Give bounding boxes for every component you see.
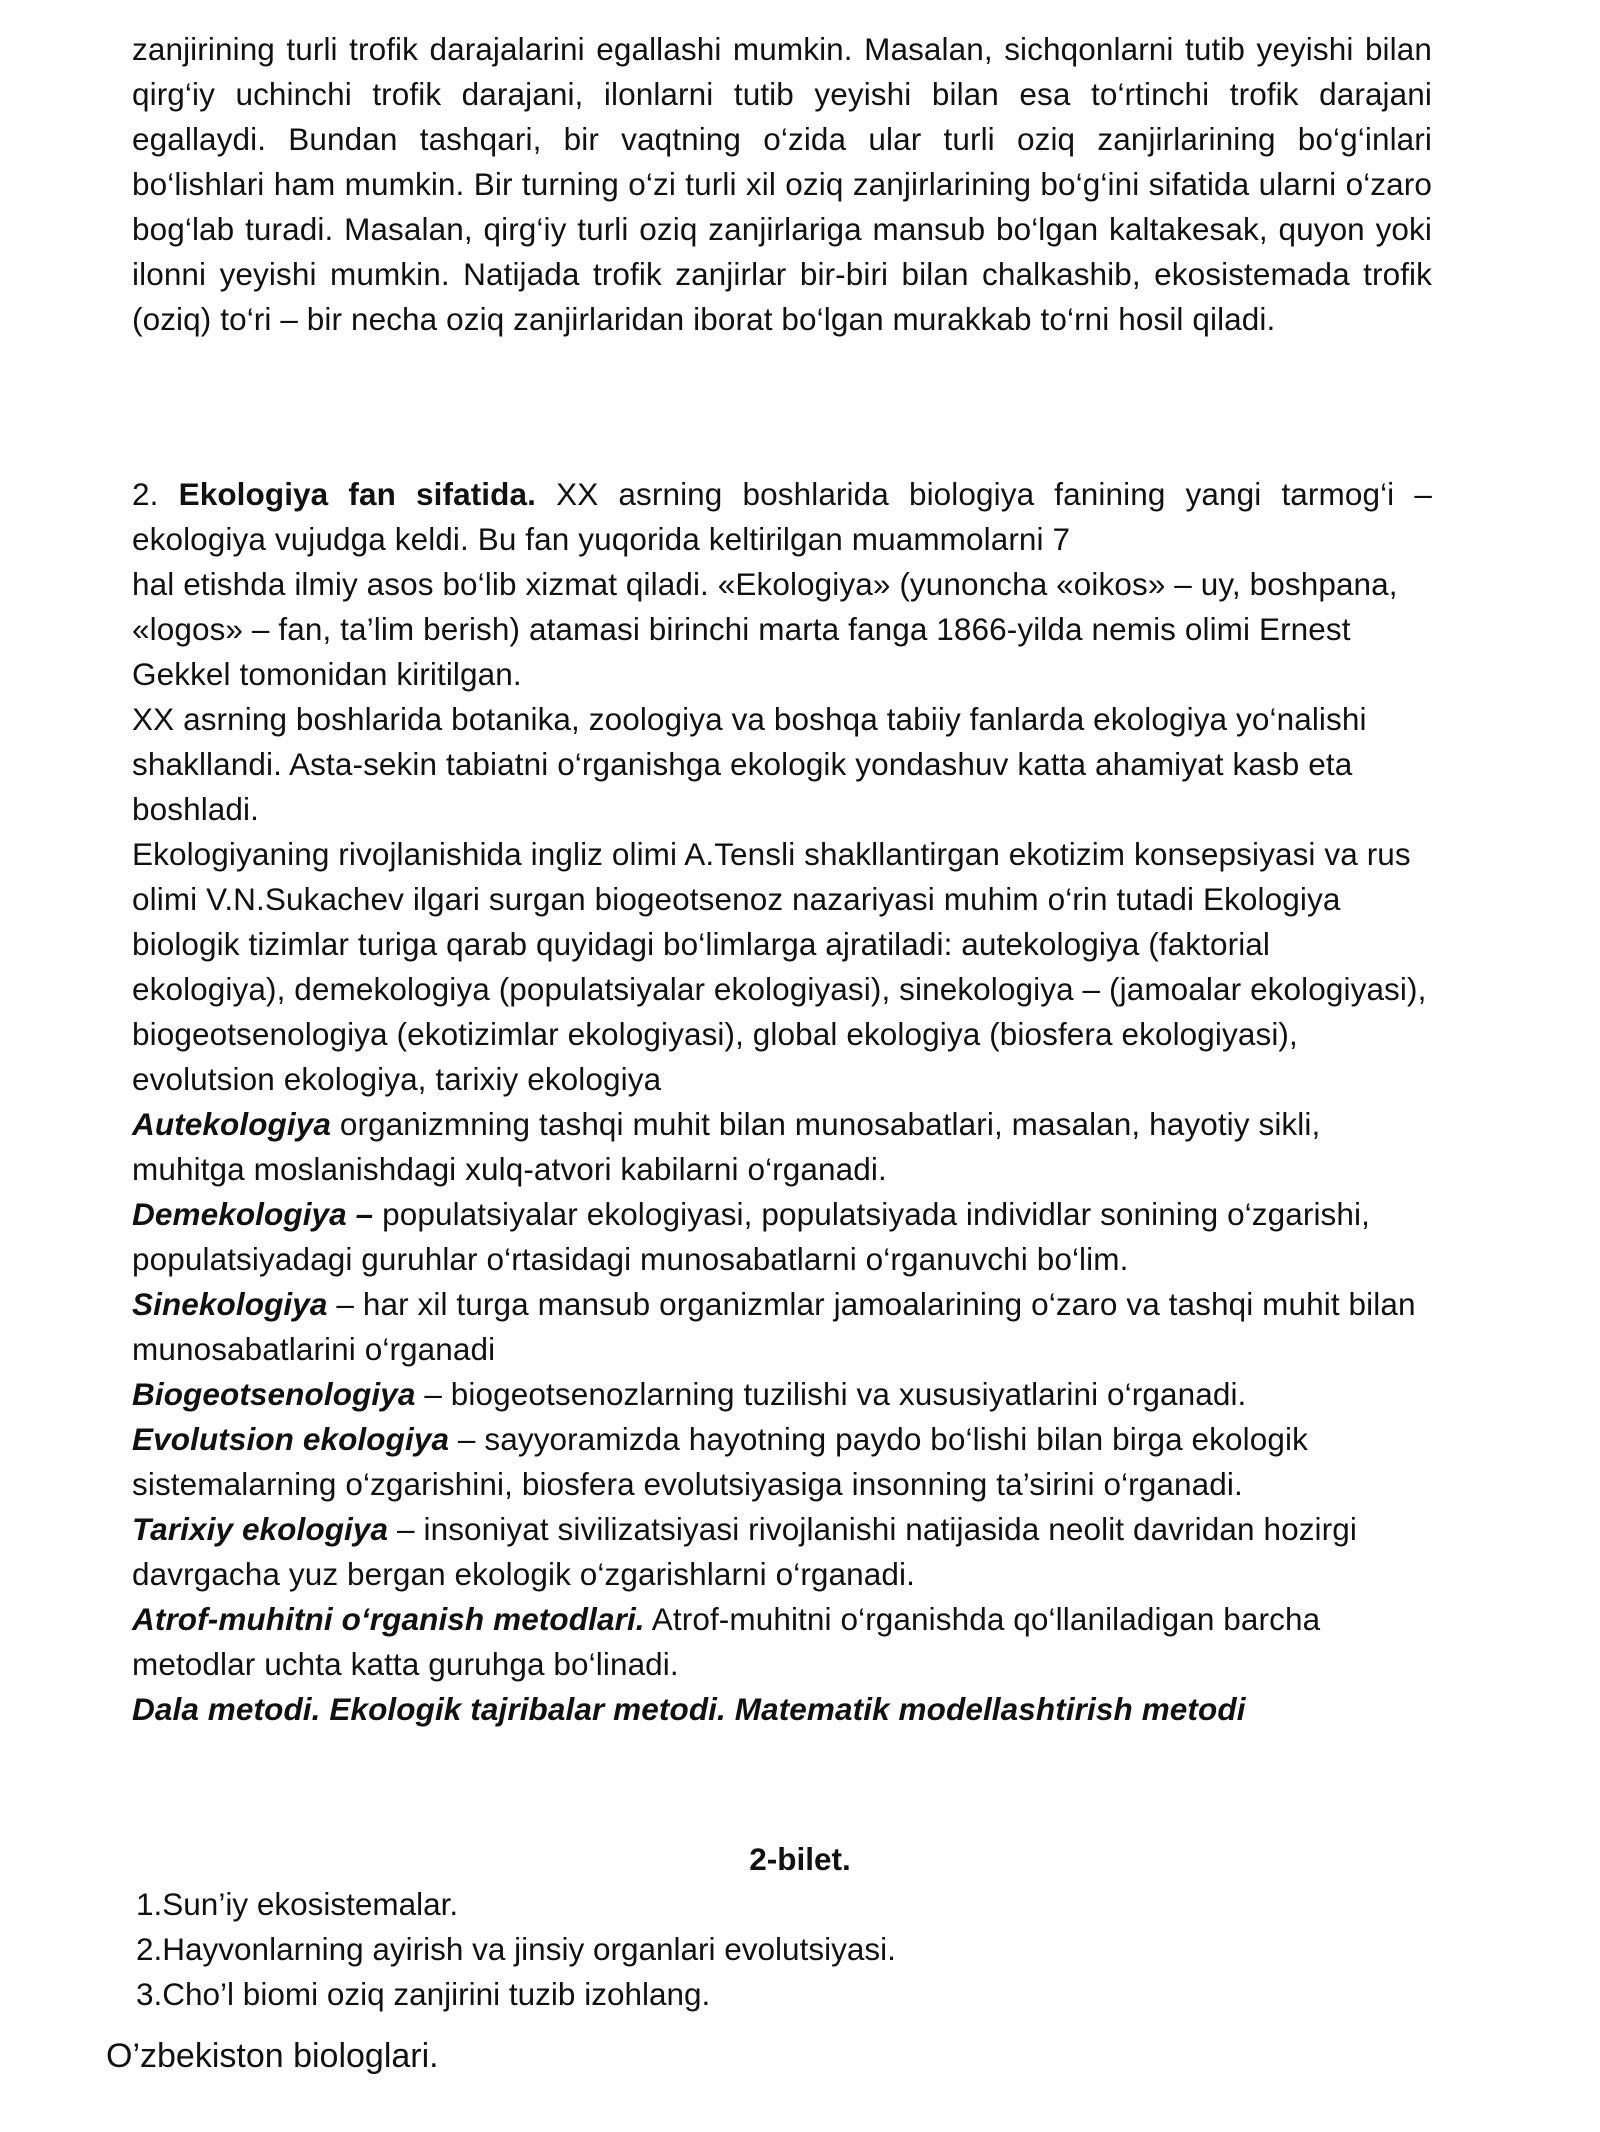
definition-text: – biogeotsenozlarning tuzilishi va xususiyatlarini o‘rganadi. [415, 1376, 1247, 1412]
definition-text: – insoniyat sivilizatsiyasi rivojlanishi natijasida neolit davridan hozirgi davrgacha yuz bergan ekologik o‘zgarishlarni o‘rganadi. [132, 1511, 1357, 1592]
definition-term: Autekologiya [132, 1106, 331, 1142]
ticket-title: 2-bilet. [749, 1841, 851, 1877]
section-lead-text: XX asrning boshlarida biologiya fanining yangi tarmog‘i – ekologiya vujudga keldi. Bu fan yuqorida keltirilgan muammolarni 7 [132, 476, 1432, 557]
ticket-question-1: 1.Sun’iy ekosistemalar. [136, 1886, 459, 1922]
definition-term: Sinekologiya [132, 1286, 328, 1322]
definition-demekologiya [132, 1192, 1432, 1282]
section-heading: Ekologiya fan sifatida. [178, 476, 536, 512]
definition-term: Demekologiya – [132, 1196, 374, 1232]
section-2-paragraph-tensli: Ekologiyaning rivojlanishida ingliz olimi A.Tensli shakllantirgan ekotizim konsepsiyasi va rus olimi V.N.Sukachev ilgari surgan biogeotsenoz nazariyasi muhim o‘rin tutadi Ekologiya biologik tizimlar turiga qarab quyidagi bo‘limlarga ajratiladi: autekologiya (faktorial ekologiya), demekologiya (populatsiyalar ekologiyasi), sinekologiya – (jamoalar ekologiyasi), biogeotsenologiya (ekotizimlar ekologiyasi), global ekologiya (biosfera ekologiyasi), evolutsion ekologiya, tarixiy ekologiya [132, 836, 1427, 1097]
methods-line: Dala metodi. Ekologik tajribalar metodi. Matematik modellashtirish metodi [132, 1691, 1246, 1727]
definition-autekologiya [132, 1102, 1432, 1192]
definition-text: organizmning tashqi muhit bilan munosabatlari, masalan, hayotiy sikli, muhitga moslanishdagi xulq-atvori kabilarni o‘rganadi. [132, 1106, 1321, 1187]
definition-biogeotsenologiya [132, 1372, 1432, 1417]
definition-atrof-muhit-metodlari [132, 1597, 1432, 1687]
section-2-intro [132, 472, 1432, 562]
footer-text: O’zbekiston biologlari. [106, 2037, 439, 2075]
definition-sinekologiya [132, 1282, 1432, 1372]
ticket-question-2: 2.Hayvonlarning ayirish va jinsiy organlari evolutsiyasi. [136, 1931, 896, 1967]
ticket-question-3: 3.Cho’l biomi oziq zanjirini tuzib izohlang. [136, 1976, 711, 2012]
definition-text: Atrof-muhitni o‘rganishda qo‘llaniladigan barcha metodlar uchta katta guruhga bo‘linadi. [132, 1601, 1321, 1682]
section-2-paragraph-botanika: XX asrning boshlarida botanika, zoologiya va boshqa tabiiy fanlarda ekologiya yo‘nalishi shakllandi. Asta-sekin tabiatni o‘rganishga ekologik yondashuv katta ahamiyat kasb eta boshladi. [132, 701, 1367, 827]
definition-text: – sayyoramizda hayotning paydo bo‘lishi bilan birga ekologik sistemalarning o‘zgarishini, biosfera evolutsiyasiga insonning ta’sirini o‘rganadi. [132, 1421, 1308, 1502]
intro-paragraph: zanjirining turli trofik darajalarini egallashi mumkin. Masalan, sichqonlarni tutib yeyishi bilan qirg‘iy uchinchi trofik darajani, ilonlarni tutib yeyishi bilan esa to‘rtinchi trofik darajani egallaydi. Bundan tashqari, bir vaqtning o‘zida ular turli oziq zanjirlarining bo‘g‘inlari bo‘lishlari ham mumkin. Bir turning o‘zi turli xil oziq zanjirlarining bo‘g‘ini sifatida ularni o‘zaro bog‘lab turadi. Masalan, qirg‘iy turli oziq zanjirlariga mansub bo‘lgan kaltakesak, quyon yoki ilonni yeyishi mumkin. Natijada trofik zanjirlar bir-biri bilan chalkashib, ekosistemada trofik (oziq) to‘ri – bir necha oziq zanjirlaridan iborat bo‘lgan murakkab to‘rni hosil qiladi. [132, 31, 1432, 337]
definition-tarixiy-ekologiya [132, 1507, 1432, 1597]
definition-term: Atrof-muhitni o‘rganish metodlari. [132, 1601, 645, 1637]
section-2-paragraph-origin: hal etishda ilmiy asos bo‘lib xizmat qiladi. «Ekologiya» (yunoncha «oikos» – uy, boshpana, «logos» – fan, ta’lim berish) atamasi birinchi marta fanga 1866-yilda nemis olimi Ernest Gekkel tomonidan kiritilgan. [132, 566, 1398, 692]
definition-term: Evolutsion ekologiya [132, 1421, 450, 1457]
definition-text: populatsiyalar ekologiyasi, populatsiyada individlar sonining o‘zgarishi, populatsiyadagi guruhlar o‘rtasidagi munosabatlarni o‘rganuvchi bo‘lim. [132, 1196, 1370, 1277]
definition-term: Tarixiy ekologiya [132, 1511, 389, 1547]
definition-term: Biogeotsenologiya [132, 1376, 416, 1412]
definition-text: – har xil turga mansub organizmlar jamoalarining o‘zaro va tashqi muhit bilan munosabatlarini o‘rganadi [132, 1286, 1416, 1367]
definition-evolutsion-ekologiya [132, 1417, 1432, 1507]
section-number: 2. [132, 476, 159, 512]
